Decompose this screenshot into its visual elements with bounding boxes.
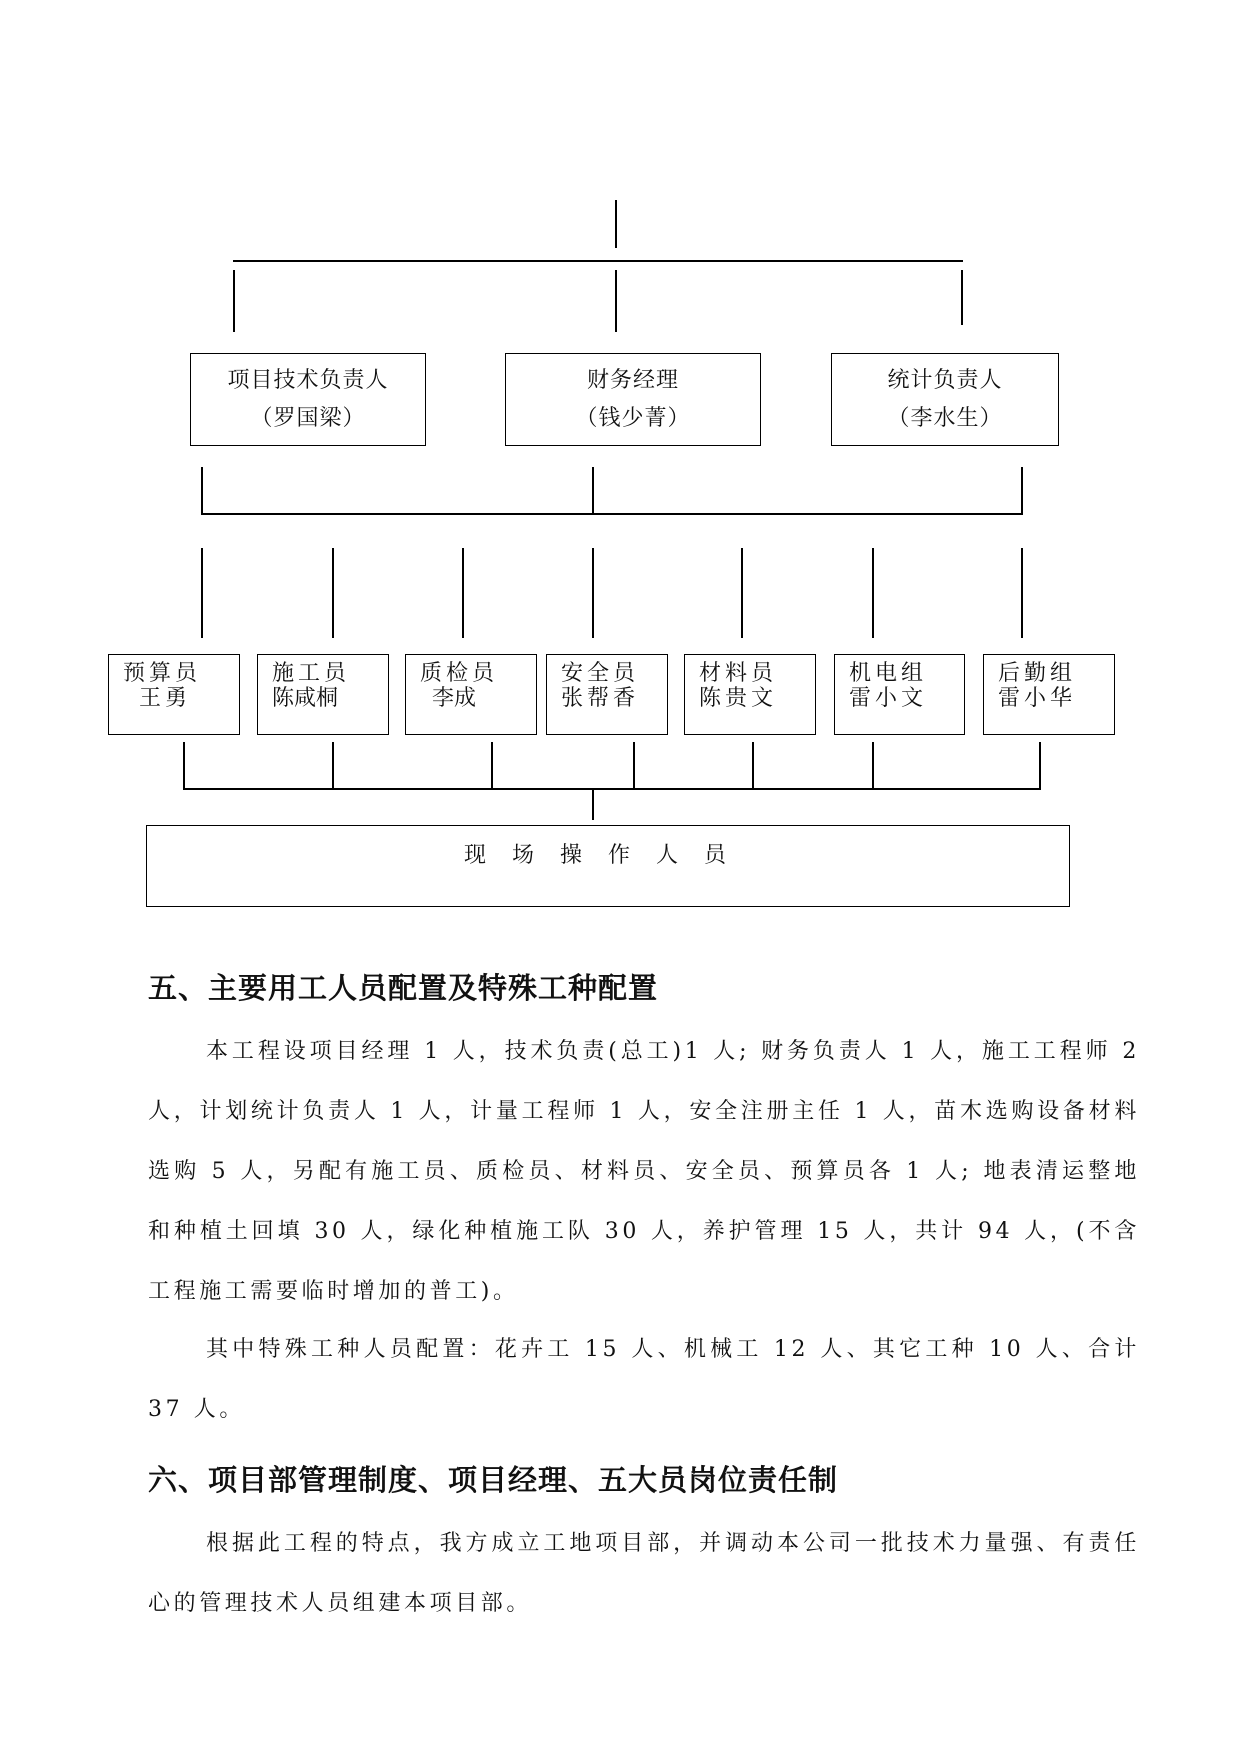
paragraph: 其中特殊工种人员配置：花卉工 15 人、机械工 12 人、其它工种 10 人、合计 37 人。 <box>148 1337 1140 1422</box>
statistics-lead-box <box>831 353 1059 446</box>
connector-line <box>491 742 493 790</box>
connector-line <box>872 742 874 790</box>
role-title: 预算员 <box>123 661 202 686</box>
connector-line <box>615 200 617 248</box>
tech-lead-box <box>190 353 426 446</box>
connector-line <box>741 548 743 638</box>
connector-line <box>201 548 203 638</box>
role-name: 陈贵文 <box>699 686 778 711</box>
finance-manager-box <box>505 353 761 446</box>
connector-line <box>1039 742 1041 790</box>
role-name: 王勇 <box>139 686 192 711</box>
connector-line <box>1021 548 1023 638</box>
connector-line <box>201 467 203 515</box>
role-box-construction <box>257 654 389 735</box>
role-box-electromechanical <box>834 654 965 735</box>
paragraph: 本工程设项目经理 1 人，技术负责(总工)1 人; 财务负责人 1 人，施工工程师 2 人，计划统计负责人 1 人，计量工程师 1 人，安全注册主任 1 人，苗木选购设备材料选购 5 人，另配有施工员、质检员、材料员、安全员、预算员各 1 人; 地表清运整地和种植土回填 30 人，绿化种植施工队 30 人，养护管理 15 人，共计 94 人，(不含工程施工需要临时增加的普工)。 <box>148 1039 1140 1304</box>
connector-line <box>592 467 594 515</box>
tech-lead-role: 项目技术负责人 <box>227 368 389 393</box>
connector-line <box>961 270 963 325</box>
connector-line <box>183 742 185 790</box>
role-name: 雷小华 <box>998 686 1077 711</box>
field-staff-label: 现场操作人员 <box>463 843 752 868</box>
role-box-materials <box>684 654 816 735</box>
tech-lead-name: （罗国梁） <box>250 406 366 431</box>
finance-manager-role: 财务经理 <box>586 368 679 393</box>
role-name: 陈咸桐 <box>272 686 339 711</box>
connector-line <box>201 513 1023 515</box>
paragraph: 根据此工程的特点，我方成立工地项目部，并调动本公司一批技术力量强、有责任心的管理技术人员组建本项目部。 <box>148 1531 1140 1616</box>
role-title: 施工员 <box>272 661 351 686</box>
connector-line <box>752 742 754 790</box>
role-title: 质检员 <box>420 661 499 686</box>
connector-line <box>615 270 617 332</box>
connector-line <box>233 260 963 262</box>
connector-line <box>183 788 1041 790</box>
connector-line <box>872 548 874 638</box>
role-box-safety <box>546 654 668 735</box>
role-name: 张帮香 <box>561 686 640 711</box>
role-box-quality <box>405 654 537 735</box>
role-title: 机电组 <box>849 661 928 686</box>
role-title: 材料员 <box>699 661 778 686</box>
section-heading: 五、主要用工人员配置及特殊工种配置 <box>148 971 659 1005</box>
finance-manager-name: （钱少菁） <box>575 406 691 431</box>
role-box-logistics <box>983 654 1115 735</box>
connector-line <box>1021 467 1023 515</box>
connector-line <box>592 790 594 820</box>
connector-line <box>462 548 464 638</box>
connector-line <box>233 270 235 332</box>
connector-line <box>332 548 334 638</box>
field-staff-box <box>146 825 1070 907</box>
section-heading: 六、项目部管理制度、项目经理、五大员岗位责任制 <box>148 1463 839 1497</box>
statistics-lead-name: （李水生） <box>887 406 1003 431</box>
connector-line <box>633 742 635 790</box>
connector-line <box>592 548 594 638</box>
role-title: 安全员 <box>561 661 640 686</box>
role-title: 后勤组 <box>998 661 1077 686</box>
statistics-lead-role: 统计负责人 <box>887 368 1003 393</box>
role-name: 雷小文 <box>849 686 928 711</box>
role-name: 李成 <box>432 686 477 711</box>
connector-line <box>332 742 334 790</box>
role-box-budget <box>108 654 240 735</box>
